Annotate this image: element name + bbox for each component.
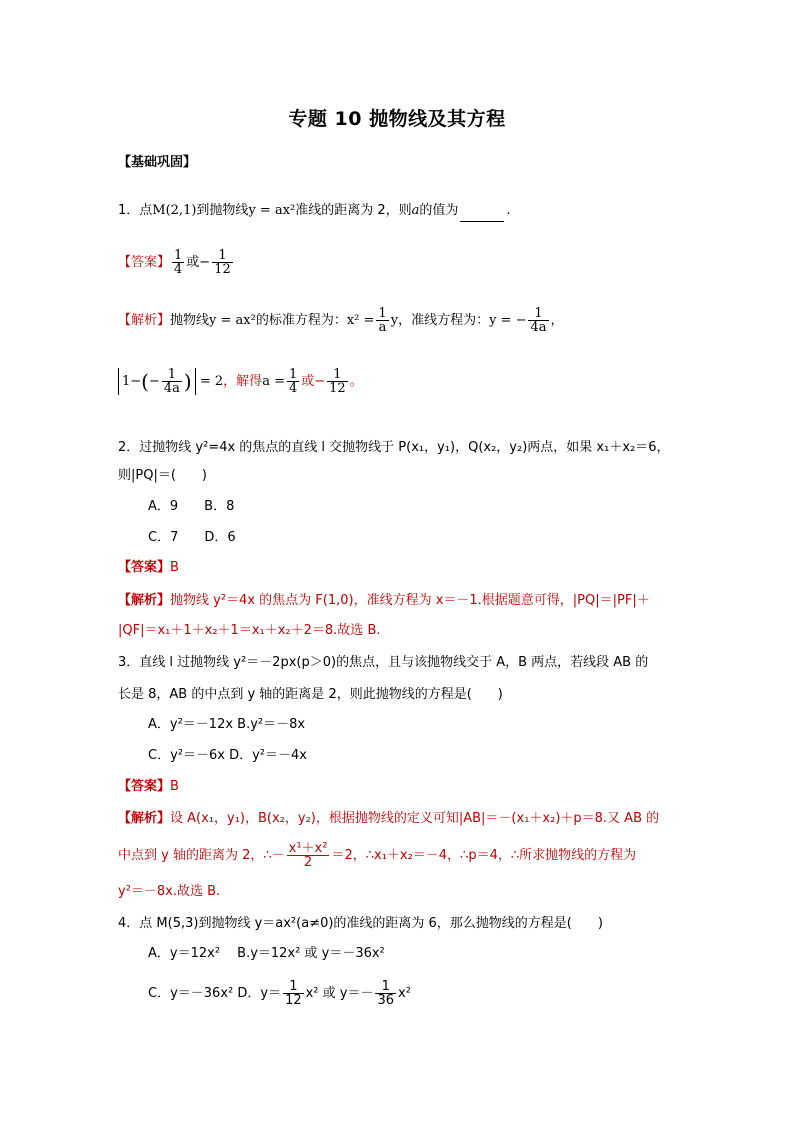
q1-end: . — [506, 203, 511, 218]
fraction — [172, 249, 184, 276]
fraction-den: 4 — [174, 262, 183, 277]
fraction — [287, 368, 299, 395]
q1-analysis-line2 — [118, 368, 363, 395]
q1-l2-aeq: a = — [262, 374, 285, 389]
fraction-num: 1 — [327, 368, 348, 382]
q4-options-ab: A．y＝12x² B.y＝12x² 或 y＝－36x² — [148, 946, 385, 961]
q1-point: M(2,1) — [152, 203, 197, 218]
paren-left: ( — [141, 369, 149, 394]
fraction — [287, 842, 330, 869]
fraction-num: 1 — [283, 980, 304, 994]
answer-tag: 【答案】 — [118, 560, 171, 575]
q1-var: a — [411, 203, 420, 218]
q1-an-t2: 的标准方程为： — [255, 313, 347, 328]
answer-tag: 【答案】 — [118, 255, 171, 270]
fraction-den: 12 — [285, 993, 302, 1008]
fraction-num: 1 — [375, 980, 396, 994]
fraction-den: 36 — [377, 993, 395, 1008]
q4-options-cd — [148, 980, 411, 1007]
fraction-den: 4a — [530, 320, 547, 335]
absolute-value: 1−(− $\frac{1}{4a}$ ) — [118, 368, 196, 395]
fraction — [376, 307, 388, 334]
fraction — [327, 368, 348, 395]
abs-expr: 1− — [122, 374, 142, 389]
section-heading: 【基础巩固】 — [118, 155, 197, 170]
analysis-tag: 【解析】 — [118, 593, 171, 608]
q3-answer — [118, 776, 179, 798]
q2-analysis-line1 — [118, 590, 650, 612]
q1-analysis-line1 — [118, 307, 564, 334]
analysis-tag: 【解析】 — [118, 313, 171, 328]
fraction-num: 1 — [378, 306, 387, 321]
q1-an-y: y — [390, 313, 399, 328]
q3-an2b: ＝2，∴x₁＋x₂＝－4，∴p＝4，∴所求抛物线的方程为 — [331, 848, 637, 863]
fraction-den: 12 — [214, 262, 231, 277]
q1-text3: 的值为 — [419, 203, 459, 218]
q3-answer-value: B — [170, 779, 179, 794]
fraction-num: 1 — [288, 367, 298, 382]
fraction-num: 1 — [162, 368, 182, 382]
q2-question-line2: 则|PQ|＝( ) — [118, 468, 207, 483]
q1-l2-or: 或− — [301, 374, 326, 389]
q4-opt2b: x² 或 y＝－ — [305, 986, 374, 1001]
q1-an-t1: 抛物线 — [170, 313, 210, 328]
answer-tag: 【答案】 — [118, 779, 171, 794]
q4-question-line1: 4．点 M(5,3)到抛物线 y＝ax²(a≠0)的准线的距离为 6，那么抛物线的方程是( ) — [118, 916, 603, 931]
q2-analysis-line2: |QF|＝x₁＋1＋x₂＋1＝x₁＋x₂＋2＝8.故选 B. — [118, 623, 381, 638]
q2-options-cd: C．7 D．6 — [148, 530, 236, 545]
q1-l2-end: 。 — [349, 374, 363, 389]
fraction-den: 4a — [163, 381, 180, 396]
q1-an-comma: ， — [550, 313, 564, 328]
q1-l2-eq: = 2 — [199, 374, 224, 389]
q1-answer — [118, 249, 235, 276]
q1-an-t3: ，准线方程为： — [398, 313, 490, 328]
q3-question-line2: 长是 8，AB 的中点到 y 轴的距离是 2，则此抛物线的方程是( ) — [118, 687, 503, 702]
fraction — [528, 307, 548, 334]
q1-answer-or: 或− — [186, 255, 211, 270]
q1-l2-text: ，解得 — [223, 374, 263, 389]
paren-right: ) — [183, 369, 192, 394]
fraction — [212, 249, 233, 276]
q1-curve: y = ax² — [248, 203, 296, 218]
q1-an-eq2: y = − — [489, 313, 527, 328]
fraction — [375, 980, 396, 1007]
q1-an-curve: y = ax² — [209, 313, 256, 328]
fraction-num: 1 — [174, 248, 183, 263]
q3-analysis-line3: y²＝－8x.故选 B. — [118, 884, 221, 899]
fraction — [283, 980, 304, 1007]
q2-an1: 抛物线 y²＝4x 的焦点为 F(1,0)，准线方程为 x＝－1.根据题意可得，|PQ|＝|PF|＋ — [170, 593, 650, 608]
q2-answer-value: B — [170, 560, 179, 575]
q1-text1: 到抛物线 — [196, 203, 249, 218]
q1-answer-blank — [460, 207, 504, 222]
fraction-den: 2 — [303, 855, 313, 870]
q2-question-line1: 2．过抛物线 y²=4x 的焦点的直线 l 交抛物线于 P(x₁，y₁)，Q(x₂，y₂)两点，如果 x₁＋x₂＝6， — [118, 440, 670, 455]
q3-question-line1: 3．直线 l 过抛物线 y²＝－2px(p＞0)的焦点，且与该抛物线交于 A，B 两点，若线段 AB 的 — [118, 655, 649, 670]
q1-question — [118, 200, 511, 222]
q2-answer — [118, 557, 179, 579]
q4-opt2c: x² — [398, 986, 411, 1001]
fraction-num: 1 — [212, 249, 233, 263]
q3-options-ab: A．y²＝－12x B.y²＝－8x — [148, 717, 306, 732]
analysis-tag: 【解析】 — [118, 811, 171, 826]
q3-an1: 设 A(x₁，y₁)，B(x₂，y₂)，根据抛物线的定义可知|AB|＝－(x₁＋x₂)＋p＝8.又 AB 的 — [170, 811, 660, 826]
q2-options-ab: A．9 B．8 — [148, 499, 235, 514]
q1-an-eq1: x² = — [346, 313, 375, 328]
fraction-num: x¹＋x² — [288, 841, 328, 856]
fraction-den: 12 — [329, 381, 346, 396]
q3-analysis-line2 — [118, 842, 636, 869]
fraction-den: a — [378, 320, 387, 335]
q1-num: 1．点 — [118, 203, 153, 218]
page-title: 专题 10 抛物线及其方程 — [288, 108, 506, 130]
q4-opt2a: C．y＝－36x² D．y＝ — [148, 986, 282, 1001]
q3-an2a: 中点到 y 轴的距离为 2，∴－ — [118, 848, 285, 863]
q1-text2: 准线的距离为 2，则 — [295, 203, 412, 218]
fraction — [162, 368, 182, 395]
fraction-den: 4 — [288, 381, 298, 396]
fraction-num: 1 — [528, 307, 548, 321]
q3-analysis-line1 — [118, 808, 659, 830]
q3-options-cd: C．y²＝－6x D．y²＝－4x — [148, 748, 307, 763]
